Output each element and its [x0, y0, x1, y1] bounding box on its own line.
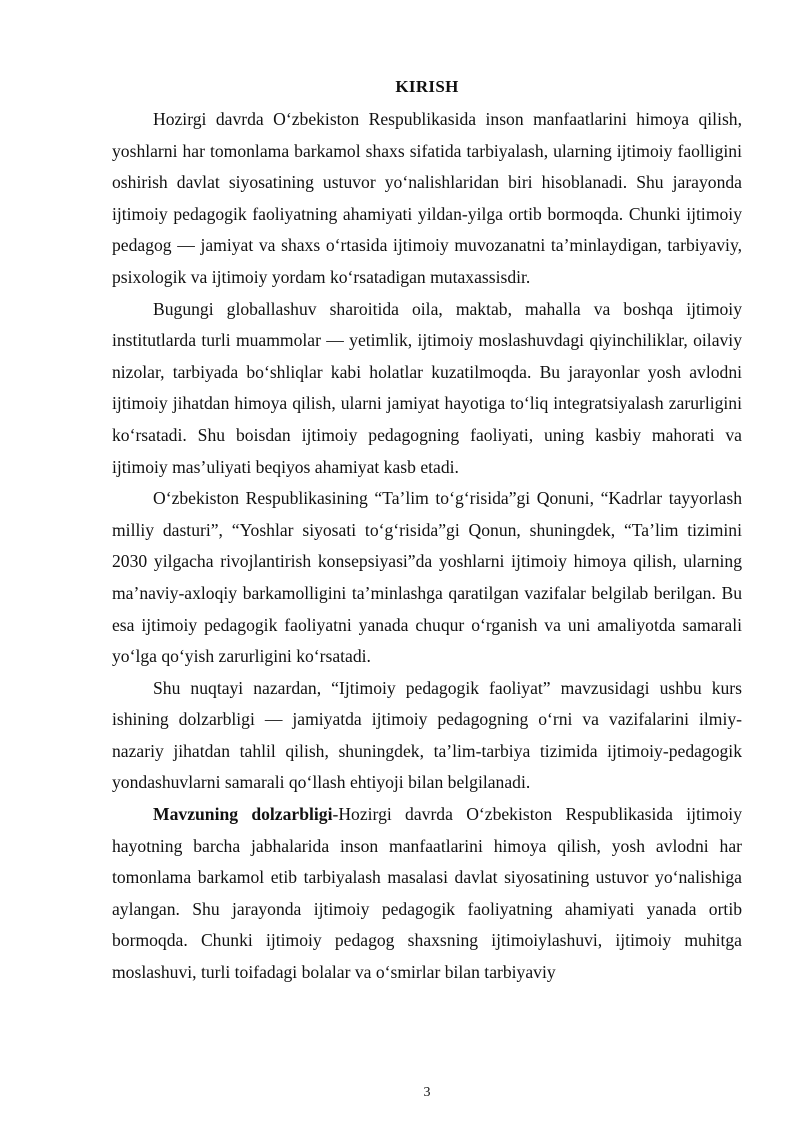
page-number: 3	[423, 1085, 431, 1100]
paragraph-2	[112, 294, 742, 484]
paragraph-2-text: Bugungi globallashuv sharoitida oila, maktab, mahalla va boshqa ijtimoiy institutlarda turli muammolar — yetimlik, ijtimoiy moslashuvdagi qiyinchiliklar, oilaviy nizolar, tarbiyada bo‘shliqlar kabi holatlar kuzatilmoqda. Bu jarayonlar yosh avlodni ijtimoiy jihatdan himoya qilish, ularni jamiyat hayotiga to‘liq integratsiyalash zarurligini ko‘rsatadi. Shu boisdan ijtimoiy pedagogning faoliyati, uning kasbiy mahorati va ijtimoiy mas’uliyati beqiyos ahamiyat kasb etadi.	[112, 298, 742, 477]
document-body	[112, 74, 742, 989]
paragraph-1	[112, 104, 742, 294]
paragraph-5-text: -Hozirgi davrda O‘zbekiston Respublikasida ijtimoiy hayotning barcha jabhalarida inson manfaatlarini himoya qilish, yosh avlodni har tomonlama barkamol etib tarbiyalash masalasi davlat siyosatining ustuvor yo‘nalishiga aylangan. Shu jarayonda ijtimoiy pedagogik faoliyatning ahamiyati yanada ortib bormoqda. Chunki ijtimoiy pedagog shaxsning ijtimoiylashuvi, ijtimoiy muhitga moslashuvi, turli toifadagi bolalar va o‘smirlar bilan tarbiyaviy	[112, 804, 742, 983]
paragraph-5	[112, 799, 742, 989]
paragraph-3-text: O‘zbekiston Respublikasining “Ta’lim to‘g‘risida”gi Qonuni, “Kadrlar tayyorlash milliy dasturi”, “Yoshlar siyosati to‘g‘risida”gi Qonun, shuningdek, “Ta’lim tizimini 2030 yilgacha rivojlantirish konsepsiyasi”da yoshlarni ijtimoiy himoya qilish, ularning ma’naviy-axloqiy barkamolligini ta’minlashga qaratilgan vazifalar belgilab berilgan. Bu esa ijtimoiy pedagogik faoliyatni yanada chuqur o‘rganish va uni amaliyotda samarali yo‘lga qo‘yish zarurligini ko‘rsatadi.	[112, 488, 742, 667]
paragraph-4-text: Shu nuqtayi nazardan, “Ijtimoiy pedagogik faoliyat” mavzusidagi ushbu kurs ishining dolzarbligi — jamiyatda ijtimoiy pedagogning o‘rni va vazifalarini ilmiy-nazariy jihatdan tahlil qilish, shuningdek, ta’lim-tarbiya tizimida ijtimoiy-pedagogik yondashuvlarni samarali qo‘llash ehtiyoji bilan belgilanadi.	[112, 677, 742, 793]
paragraph-1-text: Hozirgi davrda O‘zbekiston Respublikasida inson manfaatlarini himoya qilish, yoshlarni har tomonlama barkamol shaxs sifatida tarbiyalash, ularning ijtimoiy faolligini oshirish davlat siyosatining ustuvor yo‘nalishlaridan biri hisoblanadi. Shu jarayonda ijtimoiy pedagogik faoliyatning ahamiyati yildan-yilga ortib bormoqda. Chunki ijtimoiy pedagog — jamiyat va shaxs o‘rtasida ijtimoiy muvozanatni ta’minlaydigan, tarbiyaviy, psixologik va ijtimoiy yordam ko‘rsatadigan mutaxassisdir.	[112, 109, 742, 287]
paragraph-4	[112, 673, 742, 799]
paragraph-5-lead: Mavzuning dolzarbligi	[153, 804, 333, 825]
paragraph-3	[112, 483, 742, 673]
section-title: KIRISH	[395, 77, 459, 96]
